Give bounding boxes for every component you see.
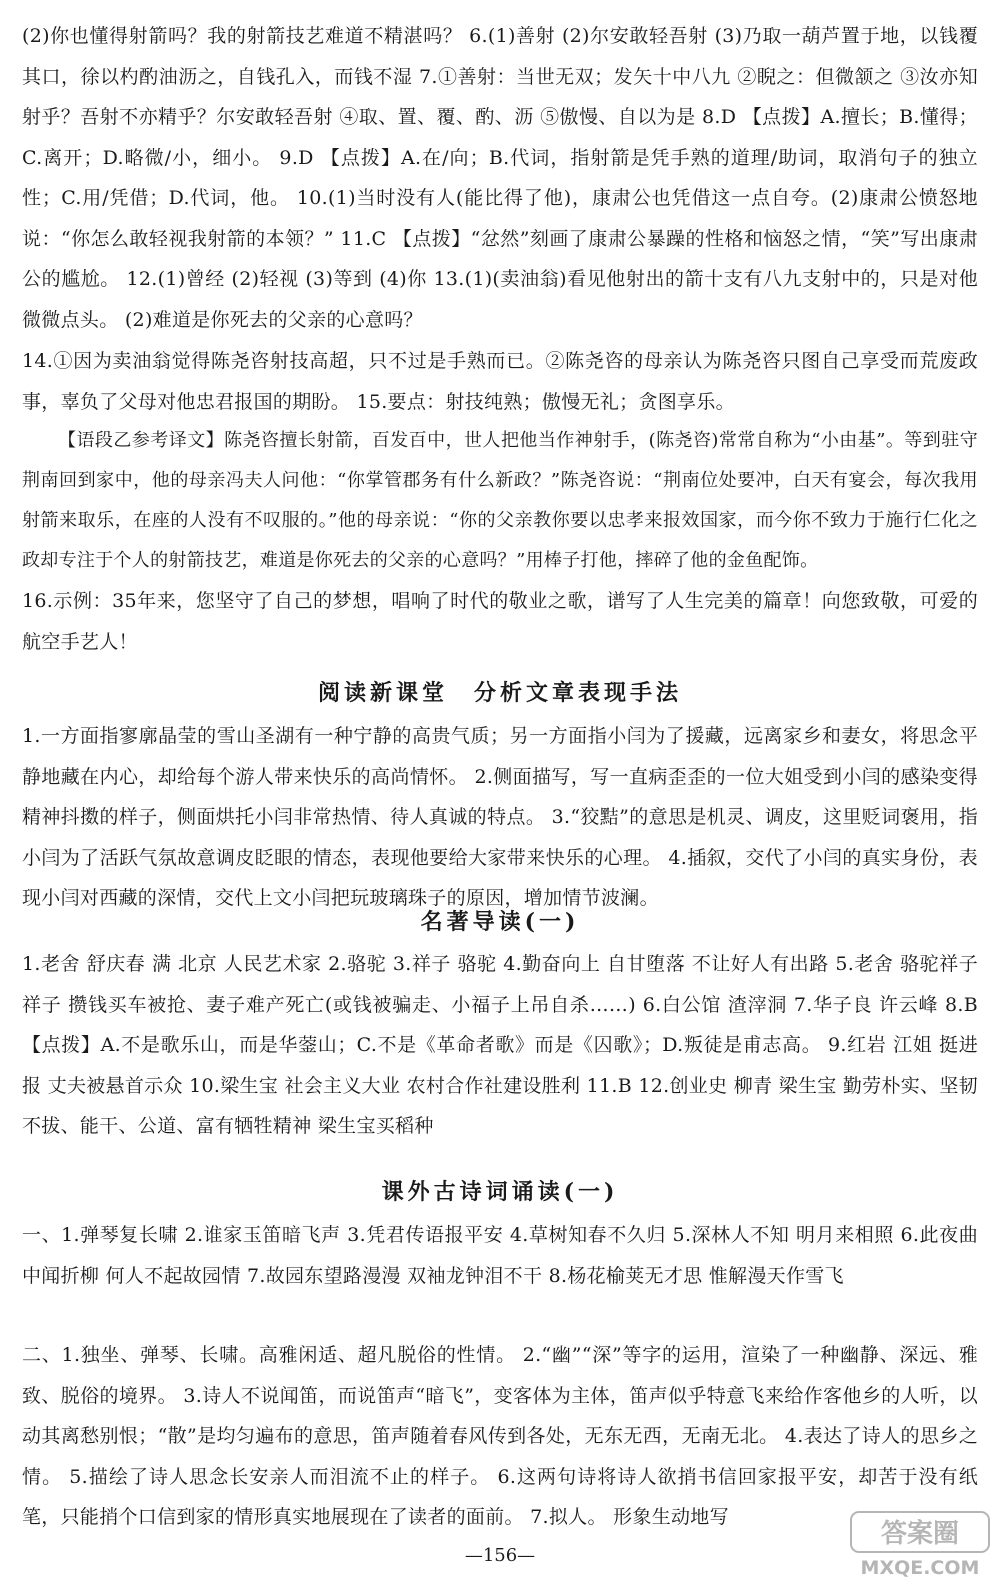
section-title-classics: 名著导读(一) xyxy=(420,909,580,935)
answer-block-poetry-1: 一、1.弹琴复长啸 2.谁家玉笛暗飞声 3.凭君传语报平安 4.草树知春不久归 5.深林人不知 明月来相照 6.此夜曲中闻折柳 何人不起故园情 7.故园东望路漫漫 双袖龙钟泪不干 8.杨花榆荚无才思 惟解漫天作雪飞 xyxy=(22,1224,978,1287)
page-number: —156— xyxy=(464,1545,536,1566)
answer-block-example: 16.示例：35年来，您坚守了自己的梦想，唱响了时代的敬业之歌，谱写了人生完美的篇章！向您致敬，可爱的航空手艺人！ xyxy=(22,590,978,653)
watermark-logo xyxy=(845,1508,995,1580)
translation-paragraph: 【语段乙参考译文】陈尧咨擅长射箭，百发百中，世人把他当作神射手，(陈尧咨)常常自称为“小由基”。等到驻守荆南回到家中，他的母亲冯夫人问他：“你掌管郡务有什么新政？”陈尧咨说：“荆南位处要冲，白天有宴会，每次我用射箭来取乐，在座的人没有不叹服的。”他的母亲说：“你的父亲教你要以忠孝来报效国家，而今你不致力于施行仁化之政却专注于个人的射箭技艺，难道是你死去的父亲的心意吗？”用棒子打他，摔碎了他的金鱼配饰。 xyxy=(22,430,978,571)
watermark-top-text: 答案圈 xyxy=(880,1519,960,1549)
answer-block-poetry-2: 二、1.独坐、弹琴、长啸。高雅闲适、超凡脱俗的性情。 2.“幽”“深”等字的运用，渲染了一种幽静、深远、雅致、脱俗的境界。 3.诗人不说闻笛，而说笛声“暗飞”，变客体为主体，笛声似乎特意飞来给作客他乡的人听，以动其离愁别恨；“散”是均匀遍布的意思，笛声随着春风传到各处，无东无西，无南无北。 4.表达了诗人的思乡之情。 5.描绘了诗人思念长安亲人而泪流不止的样子。 6.这两句诗将诗人欲捎书信回家报平安，却苦于没有纸笔，只能捎个口信到家的情形真实地展现在了读者的面前。 7.拟人。 形象生动地写 xyxy=(22,1344,978,1528)
answer-block-reading: 1.一方面指寥廓晶莹的雪山圣湖有一种宁静的高贵气质；另一方面指小闫为了援藏，远离家乡和妻女，将思念平静地藏在内心，却给每个游人带来快乐的高尚情怀。 2.侧面描写，写一直病歪歪的一位大姐受到小闫的感染变得精神抖擞的样子，侧面烘托小闫非常热情、待人真诚的特点。 3.“狡黠”的意思是机灵、调皮，这里贬词褒用，指小闫为了活跃气氛故意调皮眨眼的情态，表现他要给大家带来快乐的心理。 4.插叙，交代了小闫的真实身份，表现小闫对西藏的深情，交代上文小闫把玩玻璃珠子的原因，增加情节波澜。 xyxy=(22,725,978,909)
watermark-bottom-text: MXQE.COM xyxy=(860,1557,980,1579)
answer-block-classical-1: (2)你也懂得射箭吗？我的射箭技艺难道不精湛吗？ 6.(1)善射 (2)尔安敢轻吾射 (3)乃取一葫芦置于地，以钱覆其口，徐以杓酌油沥之，自钱孔入，而钱不湿 7.①善射：当世无双；发矢十中八九 ②睨之：但微颔之 ③汝亦知射乎？吾射不亦精乎？尔安敢轻吾射 ④取、置、覆、酌、沥 ⑤傲慢、自以为是 8.D 【点拨】A.擅长；B.懂得；C.离开；D.略微/小，细小。 9.D 【点拨】A.在/向；B.代词，指射箭是凭手熟的道理/助词，取消句子的独立性；C.用/凭借；D.代词，他。 10.(1)当时没有人(能比得了他)，康肃公也凭借这一点自夸。(2)康肃公愤怒地说：“你怎么敢轻视我射箭的本领？” 11.C 【点拨】“忿然”刻画了康肃公暴躁的性格和恼怒之情，“笑”写出康肃公的尴尬。 12.(1)曾经 (2)轻视 (3)等到 (4)你 13.(1)(卖油翁)看见他射出的箭十支有八九支射中的，只是对他微微点头。 (2)难道是你死去的父亲的心意吗？ xyxy=(22,25,978,331)
section-title-poetry: 课外古诗词诵读(一) xyxy=(381,1179,619,1205)
answer-block-classical-2: 14.①因为卖油翁觉得陈尧咨射技高超，只不过是手熟而已。②陈尧咨的母亲认为陈尧咨只图自己享受而荒废政事，辜负了父母对他忠君报国的期盼。 15.要点：射技纯熟；傲慢无礼；贪图享乐。 xyxy=(22,350,978,413)
answer-block-classics: 1.老舍 舒庆春 满 北京 人民艺术家 2.骆驼 3.祥子 骆驼 4.勤奋向上 自甘堕落 不让好人有出路 5.老舍 骆驼祥子 祥子 攒钱买车被抢、妻子难产死亡(或钱被骗走、小福子上吊自杀……) 6.白公馆 渣滓洞 7.华子良 许云峰 8.B 【点拨】A.不是歌乐山，而是华蓥山；C.不是《革命者歌》而是《囚歌》；D.叛徒是甫志高。 9.红岩 江姐 挺进报 丈夫被悬首示众 10.梁生宝 社会主义大业 农村合作社建设胜利 11.B 12.创业史 柳青 梁生宝 勤劳朴实、坚韧不拔、能干、公道、富有牺牲精神 梁生宝买稻种 xyxy=(22,953,978,1137)
section-title-reading: 阅读新课堂 分析文章表现手法 xyxy=(317,680,682,706)
